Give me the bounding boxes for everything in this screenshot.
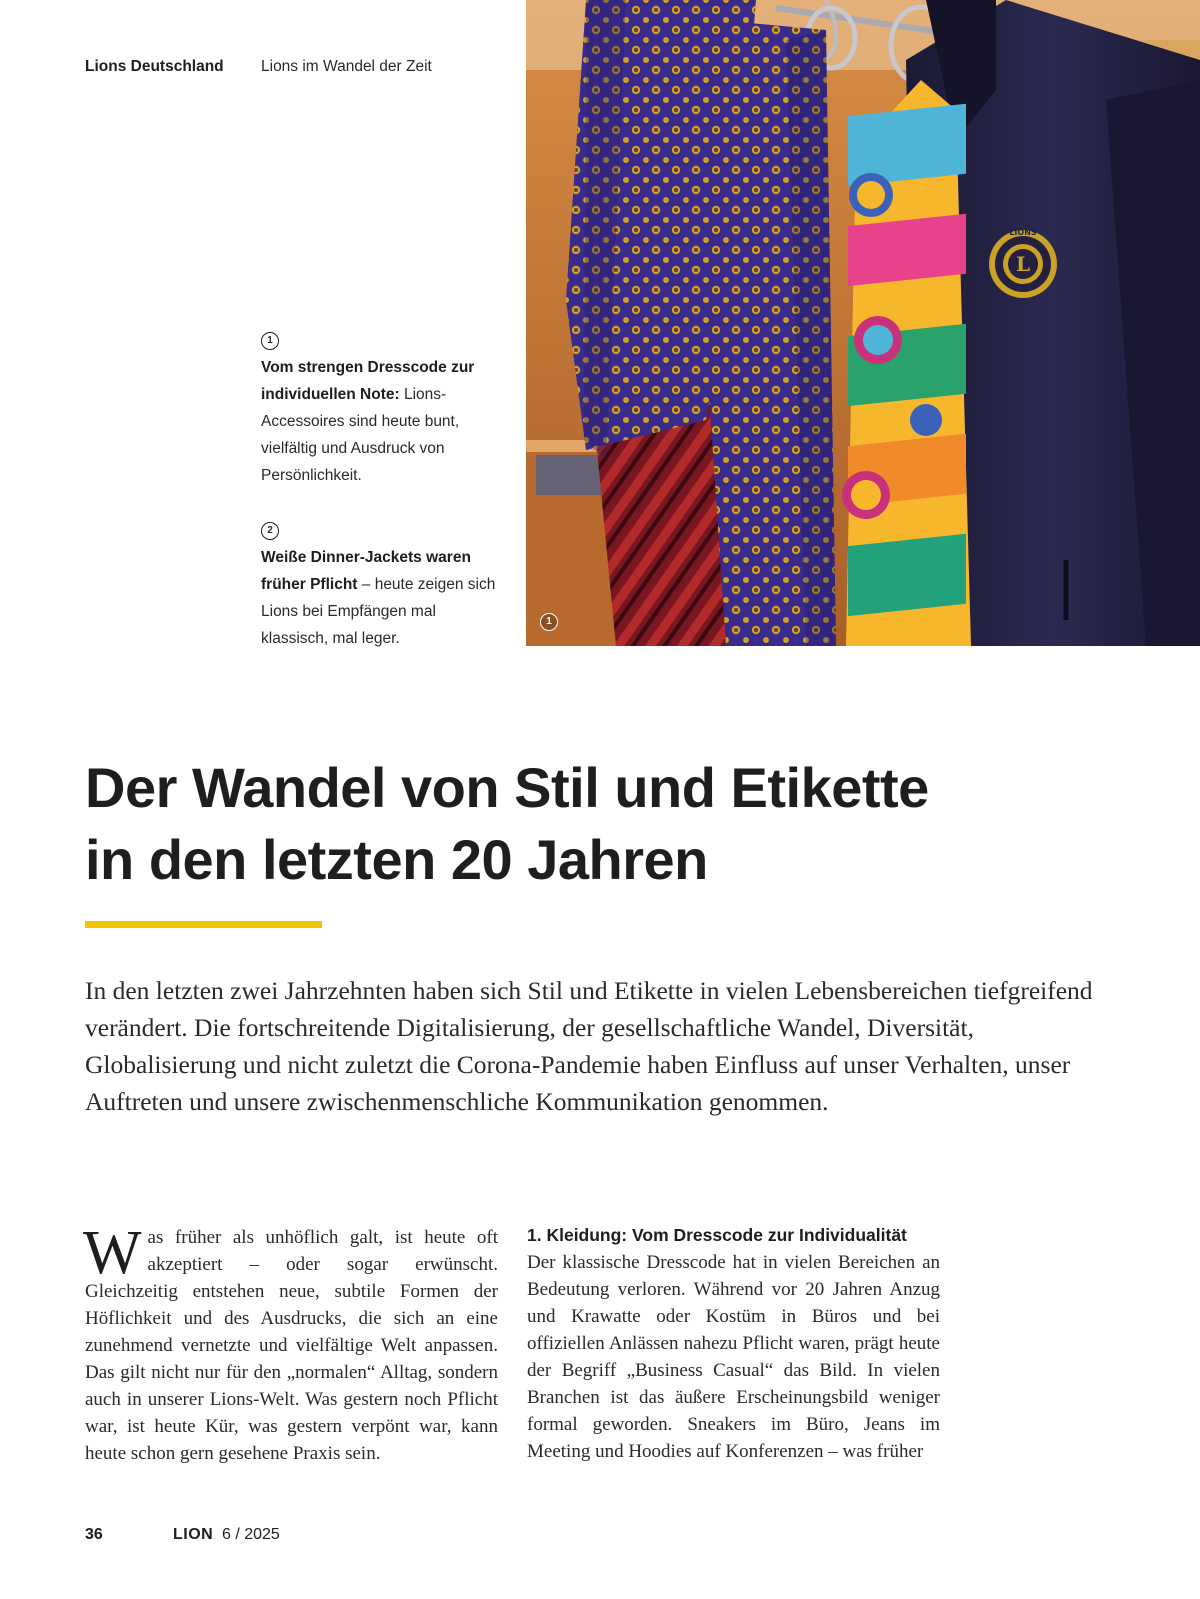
article-intro: In den letzten zwei Jahrzehnten haben sich Stil und Etikette in vielen Lebensbereichen tiefgreifend verändert. Die fortschreitende Digitalisierung, der gesellschaftliche Wandel, Diversität, Globalisierung und nicht zuletzt die Corona-Pandemie haben Einfluss auf unser Verhalten, unser Auftreten und unsere zwischenmenschliche Kommunikation genommen.	[85, 976, 1093, 1116]
body-text-left: as früher als unhöflich galt, ist heute oft akzeptiert – oder sogar erwünscht. Gleichzeitig entstehen neue, subtile Formen der Höflichkeit und des Ausdrucks, die sich an eine zunehmend vernetzte und vielfältige Welt anpassen. Das gilt nicht nur für den „normalen“ Alltag, sondern auch in unserer Lions-Welt. Was gestern noch Pflicht war, ist heute Kür, was gestern verpönt war, kann heute schon gern gesehene Praxis sein.	[85, 1227, 498, 1464]
emblem-text: LIONS	[1009, 228, 1037, 237]
photo-caption-1	[261, 327, 501, 489]
photo-illustration	[526, 0, 1200, 646]
article-photo	[526, 0, 1200, 646]
body-column-left	[83, 1219, 498, 1467]
body-column-right	[527, 1222, 940, 1465]
headline-line-1: Der Wandel von Stil und Etikette	[85, 756, 929, 819]
colorful-scarf	[842, 80, 971, 646]
caption-text: Lions-Accessoires sind heute bunt, vielfältig und Ausdruck von Persönlichkeit.	[261, 386, 460, 484]
article-headline	[85, 752, 1135, 896]
topic-label: Lions im Wandel der Zeit	[261, 58, 432, 75]
magazine-name: LION	[173, 1526, 214, 1543]
accent-rule	[85, 921, 322, 928]
photo-number-badge: 1	[540, 613, 558, 631]
caption-bold-text: Weiße Dinner-Jackets waren früher Pflicht	[261, 549, 471, 593]
photo-caption-2	[261, 517, 501, 652]
caption-bold-text: Vom strengen Dresscode zur individuellen Note:	[261, 359, 475, 403]
page-number: 36	[85, 1526, 103, 1543]
emblem-letter: L	[1015, 252, 1031, 276]
magazine-issue: 6 / 2025	[222, 1526, 280, 1543]
dropcap: W	[83, 1219, 142, 1287]
caption-text: – heute zeigen sich Lions bei Empfängen mal klassisch, mal leger.	[261, 576, 496, 647]
section-heading: 1. Kleidung: Vom Dresscode zur Individualität	[527, 1225, 907, 1245]
caption-number-badge: 1	[261, 332, 279, 350]
caption-number-badge: 2	[261, 522, 279, 540]
section-label: Lions Deutschland	[85, 58, 224, 75]
headline-line-2: in den letzten 20 Jahren	[85, 828, 708, 891]
body-text-right: Der klassische Dresscode hat in vielen Bereichen an Bedeutung verloren. Während vor 20 Jahren Anzug und Krawatte oder Kostüm in Büros und bei offiziellen Anlässen nahezu Pflicht waren, prägt heute der Begriff „Business Casual“ das Bild. In vielen Branchen ist das äußere Erscheinungsbild weniger formal geworden. Sneakers im Büro, Jeans im Meeting und Hoodies auf Konferenzen – was früher	[527, 1252, 940, 1462]
